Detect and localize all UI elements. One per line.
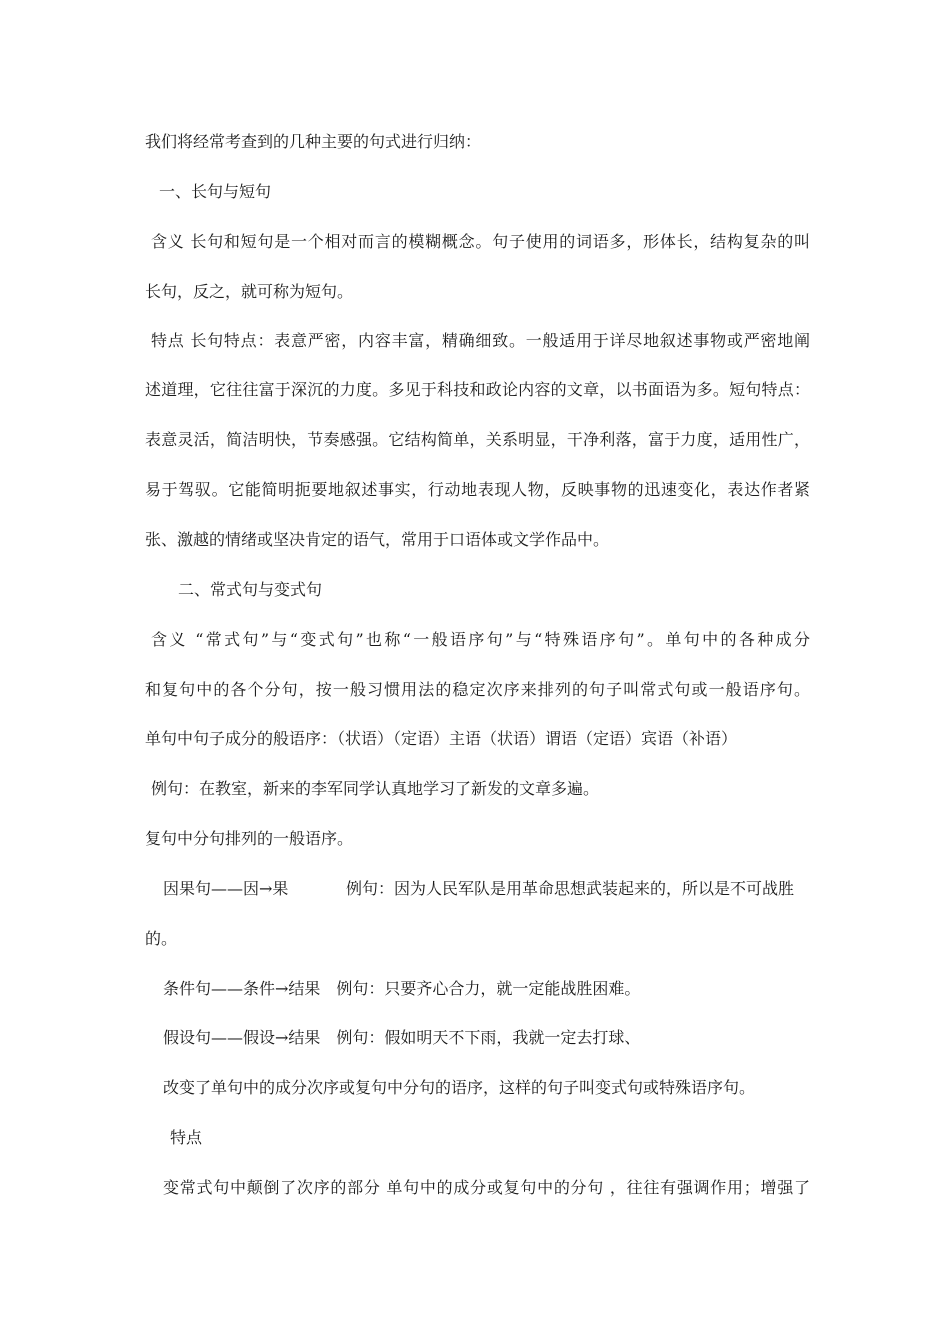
section2-meaning-line-1: 含义 “常式句”与“变式句”也称“一般语序句”与“特殊语序句”。单句中的各种成分 [151,630,810,649]
section1-meaning-line-2: 长句，反之，就可称为短句。 [145,282,354,301]
section1-meaning-line-1: 含义 长句和短句是一个相对而言的模糊概念。句子使用的词语多，形体长，结构复杂的叫 [151,232,810,251]
section1-features-line-5: 张、激越的情绪或坚决肯定的语气，常用于口语体或文学作品中。 [145,530,610,549]
section1-features-line-4: 易于驾驭。它能简明扼要地叙述事实，行动地表现人物，反映事物的迅速变化，表达作者紧 [145,480,810,499]
features-heading: 特点 [170,1128,203,1147]
intro-paragraph: 我们将经常考查到的几种主要的句式进行归纳： [145,132,482,151]
section1-features-line-2: 述道理，它往往富于深沉的力度。多见于科技和政论内容的文章，以书面语为多。短句特点： [145,380,810,399]
cause-effect-row [163,879,810,899]
hypothesis-row: 假设句——假设→结果 例句：假如明天不下雨，我就一定去打球、 [163,1028,641,1047]
compound-order-line: 复句中分句排列的一般语序。 [145,829,354,848]
inverted-sentence-definition: 改变了单句中的成分次序或复句中分句的语序，这样的句子叫变式句或特殊语序句。 [163,1078,756,1097]
cause-effect-example: 例句：因为人民军队是用革命思想武装起来的，所以是不可战胜 [346,879,795,898]
section1-features-line-3: 表意灵活，简洁明快，节奏感强。它结构简单，关系明显，干净利落，富于力度，适用性广， [145,430,810,449]
cause-effect-label: 因果句——因→果 [163,879,289,898]
section1-features-line-1: 特点 长句特点：表意严密，内容丰富，精确细致。一般适用于详尽地叙述事物或严密地阐 [151,331,810,350]
word-order-line: 单句中句子成分的般语序：（状语）（定语）主语（状语）谓语（定语）宾语（补语） [145,729,738,748]
section2-heading: 二、常式句与变式句 [178,580,323,599]
cause-effect-example-continued: 的。 [145,929,178,948]
features-line: 变常式句中颠倒了次序的部分 单句中的成分或复句中的分句 ，往往有强调作用；增强了 [163,1178,810,1197]
condition-row: 条件句——条件→结果 例句：只要齐心合力，就一定能战胜困难。 [163,979,641,998]
example-sentence: 例句：在教室，新来的李军同学认真地学习了新发的文章多遍。 [151,779,600,798]
section2-meaning-line-2: 和复句中的各个分句，按一般习惯用法的稳定次序来排列的句子叫常式句或一般语序句。 [145,680,810,699]
section1-heading: 一、长句与短句 [159,182,272,201]
